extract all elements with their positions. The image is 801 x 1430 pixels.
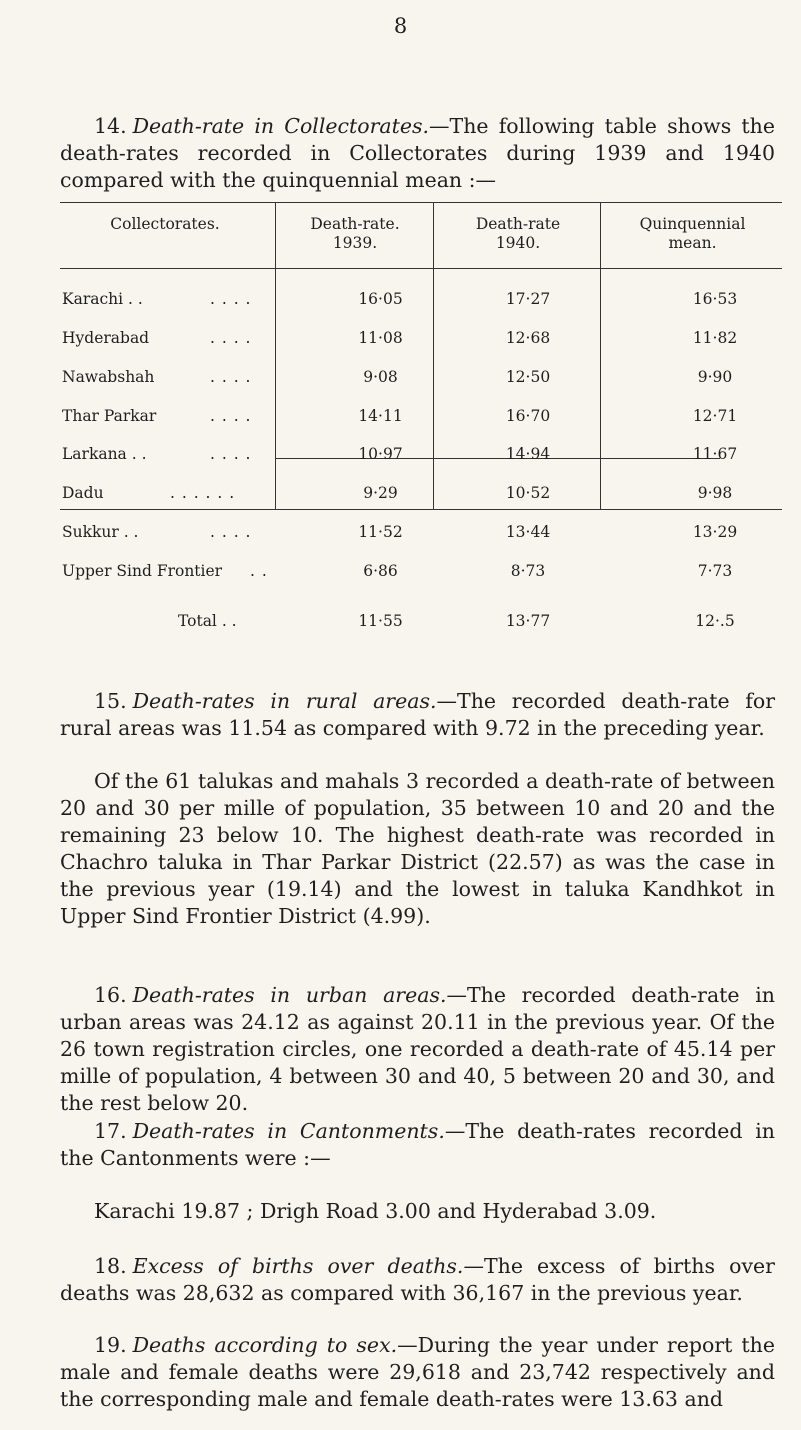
header-1940: Death-rate 1940.	[475, 215, 561, 252]
table-row: Larkana . . . . . . 10·97 14·94 11·67	[62, 445, 738, 463]
table-row: Thar Parkar . . . . 14·11 16·70 12·71	[62, 407, 738, 425]
table-row: Dadu . . . . . . 9·29 10·52 9·98	[62, 484, 733, 502]
header-quinquennial-mean: Quinquennial mean.	[639, 215, 746, 252]
row-collectorate: Upper Sind Frontier	[62, 562, 223, 580]
paragraph-15: 15. Death-rates in rural areas.—The recorded death-rate for rural areas was 11.54 as compared with 9.72 in the preceding year.	[60, 689, 775, 740]
para-14-number: 14.	[94, 114, 127, 138]
paragraph-17: 17. Death-rates in Cantonments.—The death-rates recorded in the Cantonments were :—	[60, 1119, 775, 1170]
row-collectorate: Thar Parkar	[62, 407, 157, 425]
table-header-rule	[60, 268, 782, 269]
cantonment-rates-line: Karachi 19.87 ; Drigh Road 3.00 and Hyderabad 3.09.	[94, 1199, 657, 1223]
table-row: Karachi . . . . . . 16·05 17·27 16·53	[62, 290, 738, 308]
page-number: 8	[393, 14, 408, 38]
paragraph-19: 19. Deaths according to sex.—During the year under report the male and female deaths were 29,618 and 23,742 respectively and the corresponding male and female death-rates were 13.63 and	[60, 1333, 775, 1411]
header-collectorates: Collectorates.	[110, 215, 220, 233]
paragraph-16: 16. Death-rates in urban areas.—The recorded death-rate in urban areas was 24.12 as against 20.11 in the previous year. Of the 26 town registration circles, one recorded a death-rate of 45.14 per mille of population, 4 between 30 and 40, 5 between 20 and 30, and the rest below 20.	[60, 983, 775, 1115]
paragraph-18: 18. Excess of births over deaths.—The excess of births over deaths was 28,632 as compared with 36,167 in the previous year.	[60, 1254, 775, 1305]
total-label: Total . .	[178, 612, 237, 630]
row-collectorate: Karachi . .	[62, 290, 143, 308]
row-collectorate: Larkana . .	[62, 445, 147, 463]
table-row: Hyderabad . . . . 11·08 12·68 11·82	[62, 329, 738, 347]
paragraph-15-detail: Of the 61 talukas and mahals 3 recorded a death-rate of between 20 and 30 per mille of population, 35 between 10 and 20 and the remaining 23 below 10. The highest death-rate was recorded in Chachro taluka in Thar Parkar District (22.57) as was the case in the previous year (19.14) and the lowest in taluka Kandhkot in Upper Sind Frontier District (4.99).	[60, 769, 775, 928]
para-14-heading: Death-rate in Collectorates.	[132, 114, 430, 138]
row-collectorate: Nawabshah	[62, 368, 155, 386]
header-1939: Death-rate. 1939.	[310, 215, 400, 252]
table-total-row: Total . . 11·55 13·77 12·.5	[178, 612, 735, 630]
row-collectorate: Sukkur . .	[62, 523, 139, 541]
paragraph-14	[60, 113, 775, 194]
row-collectorate: Hyderabad	[62, 329, 150, 347]
table-row: Sukkur . . . . . . 11·52 13·44 13·29	[62, 523, 738, 541]
table-row: Upper Sind Frontier . . 6·86 8·73 7·73	[62, 562, 733, 580]
para-14-text: —The following table shows the death-rates recorded in Collectorates during 1939 and 1940 compared with the quinquennial mean :—	[60, 114, 775, 192]
table-bottom-rule	[60, 509, 782, 510]
table-top-rule	[60, 202, 782, 203]
table-row: Nawabshah . . . . 9·08 12·50 9·90	[62, 368, 733, 386]
row-collectorate: Dadu	[62, 484, 104, 502]
